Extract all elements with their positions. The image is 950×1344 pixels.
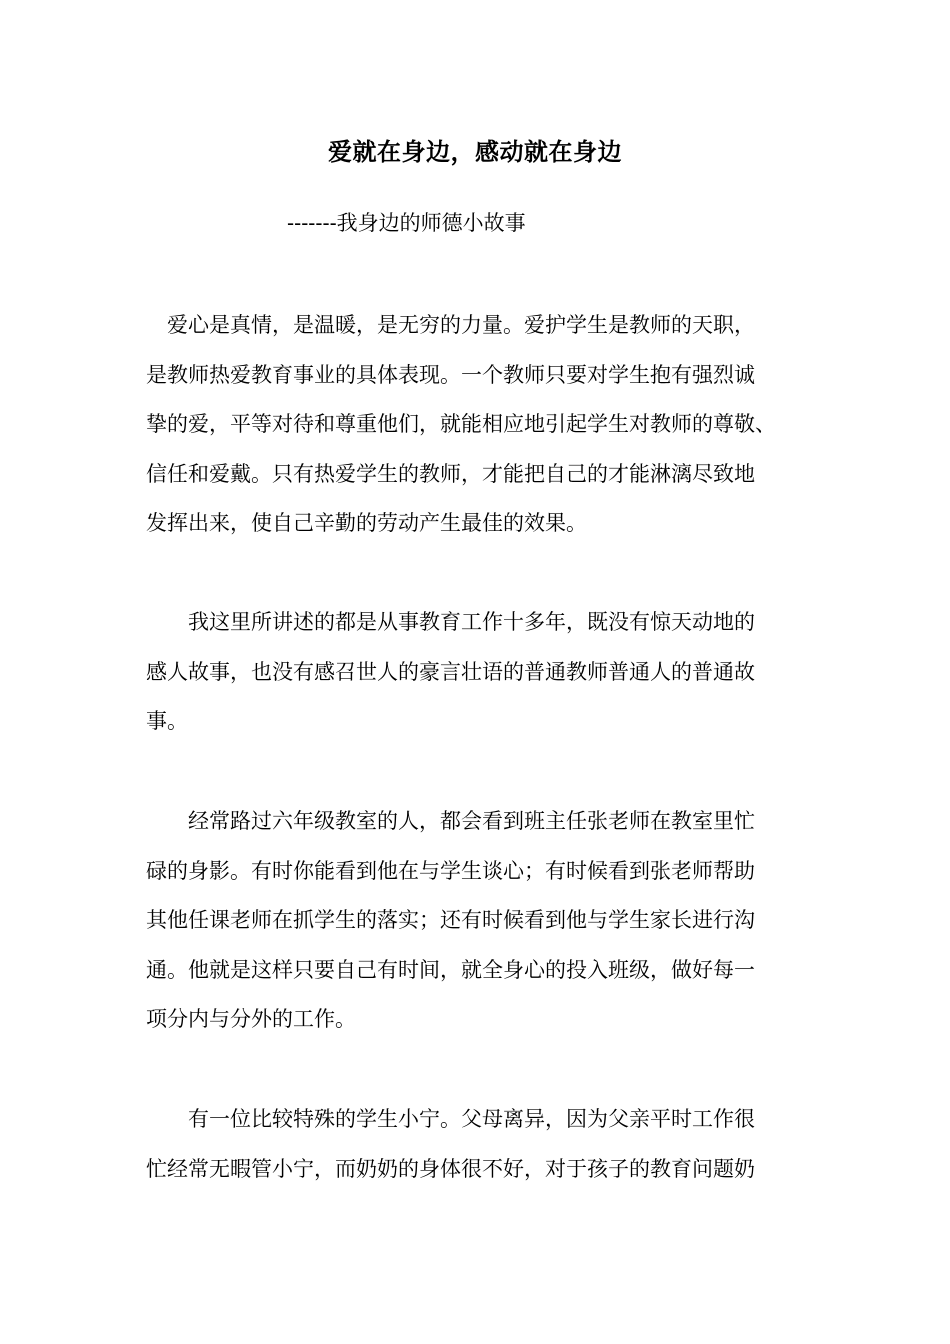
paragraph-line: 其他任课老师在抓学生的落实；还有时候看到他与学生家长进行沟 bbox=[146, 908, 755, 932]
document-subtitle: -------我身边的师德小故事 bbox=[287, 211, 526, 235]
paragraph-1 bbox=[146, 301, 826, 549]
paragraph-line: 事。 bbox=[146, 709, 188, 733]
paragraph-line: 是教师热爱教育事业的具体表现。一个教师只要对学生抱有强烈诚 bbox=[146, 362, 755, 387]
paragraph-4 bbox=[146, 1095, 826, 1194]
paragraph-line: 爱心是真情，是温暖，是无穷的力量。爱护学生是教师的天职， bbox=[146, 313, 755, 337]
paragraph-line: 有一位比较特殊的学生小宁。父母离异，因为父亲平时工作很 bbox=[146, 1107, 755, 1131]
paragraph-line: 经常路过六年级教室的人，都会看到班主任张老师在教室里忙 bbox=[146, 809, 755, 833]
paragraph-line: 感人故事，也没有感召世人的豪言壮语的普通教师普通人的普通故 bbox=[146, 659, 755, 684]
paragraph-line: 项分内与分外的工作。 bbox=[146, 1007, 356, 1031]
paragraph-line: 发挥出来，使自己辛勤的劳动产生最佳的效果。 bbox=[146, 511, 587, 535]
paragraph-line: 我这里所讲述的都是从事教育工作十多年，既没有惊天动地的 bbox=[146, 610, 755, 634]
paragraph-line: 忙经常无暇管小宁，而奶奶的身体很不好，对于孩子的教育问题奶 bbox=[146, 1156, 755, 1181]
paragraph-line: 碌的身影。有时你能看到他在与学生谈心；有时候看到张老师帮助 bbox=[146, 858, 755, 883]
paragraph-line: 信任和爱戴。只有热爱学生的教师，才能把自己的才能淋漓尽致地 bbox=[146, 461, 755, 486]
paragraph-3 bbox=[146, 797, 826, 1045]
paragraph-line: 通。他就是这样只要自己有时间，就全身心的投入班级，做好每一 bbox=[146, 957, 755, 982]
paragraph-2 bbox=[146, 598, 826, 747]
paragraph-line: 挚的爱，平等对待和尊重他们，就能相应地引起学生对教师的尊敬、 bbox=[146, 412, 776, 436]
document-title: 爱就在身边，感动就在身边 bbox=[328, 137, 622, 166]
